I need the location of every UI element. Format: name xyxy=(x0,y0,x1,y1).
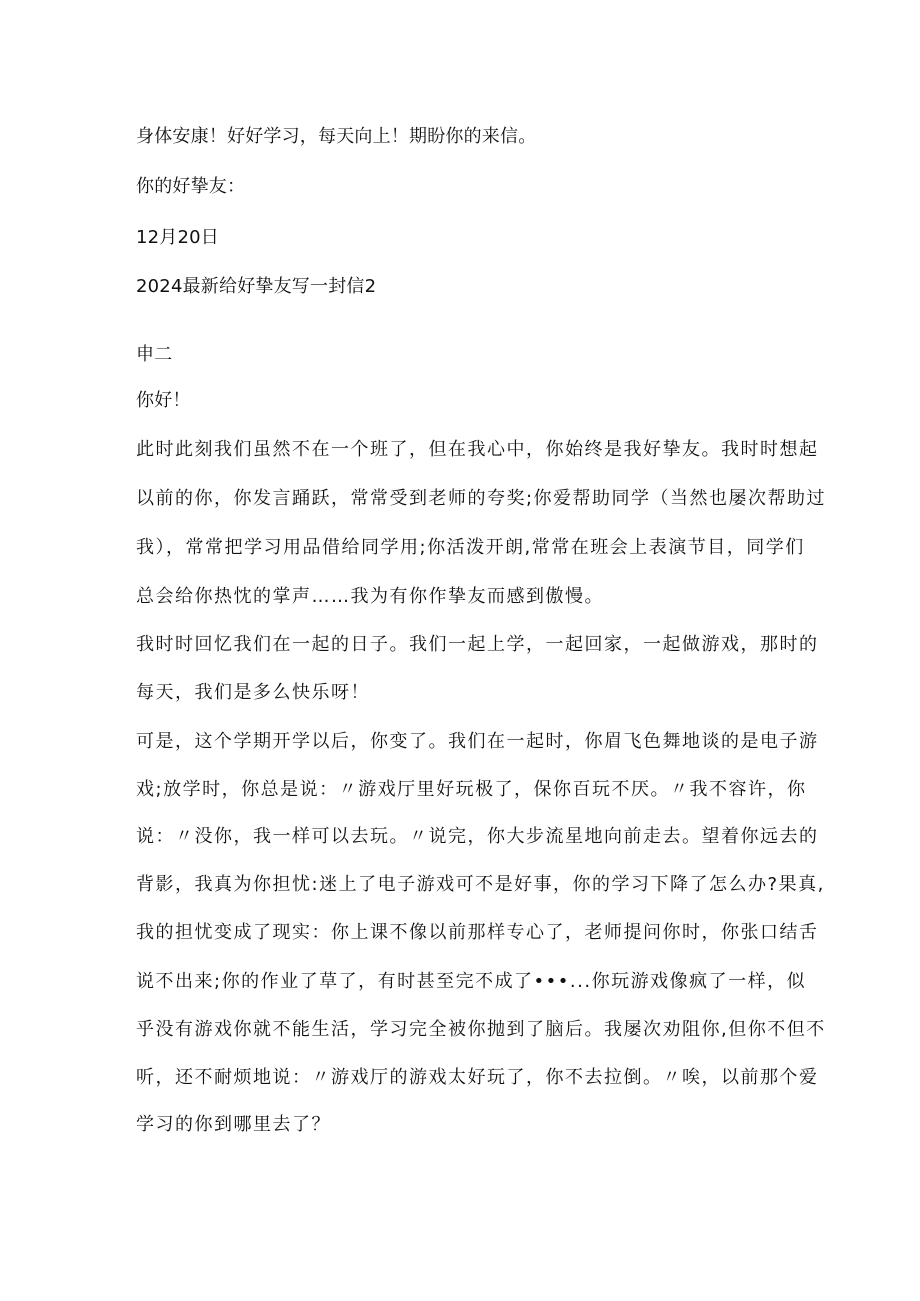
paragraph-line: 说：〃没你，我一样可以去玩。〃说完，你大步流星地向前走去。望着你远去的 xyxy=(136,826,819,847)
paragraph-line: 背影，我真为你担忧:迷上了电子游戏可不是好事，你的学习下降了怎么办?果真, xyxy=(136,874,825,895)
paragraph-line: 戏;放学时，你总是说：〃游戏厅里好玩极了，保你百玩不厌。〃我不容许，你 xyxy=(136,779,807,800)
paragraph-line: 说不出来;你的作业了草了，有时甚至完不成了•••...你玩游戏像疯了一样，似 xyxy=(136,971,807,992)
paragraph-line: 此时此刻我们虽然不在一个班了，但在我心中，你始终是我好挚友。我时时想起 xyxy=(136,439,819,460)
paragraph-line: 每天，我们是多么快乐呀！ xyxy=(136,682,370,703)
paragraph-line: 乎没有游戏你就不能生活，学习完全被你抛到了脑后。我屡次劝阻你,但你不但不 xyxy=(136,1019,826,1040)
paragraph-line: 我），常常把学习用品借给同学用;你活泼开朗,常常在班会上表演节目，同学们 xyxy=(136,537,805,558)
paragraph-line: 我的担忧变成了现实：你上课不像以前那样专心了，老师提问你时，你张口结舌 xyxy=(136,922,819,943)
signoff: 你的好挚友： xyxy=(136,176,246,197)
paragraph-line: 学习的你到哪里去了？ xyxy=(136,1114,331,1135)
recipient-name: 申二 xyxy=(136,344,173,365)
greeting: 你好！ xyxy=(136,390,191,411)
paragraph-line: 可是，这个学期开学以后，你变了。我们在一起时，你眉飞色舞地谈的是电子游 xyxy=(136,731,819,752)
paragraph-line: 总会给你热忱的掌声……我为有你作挚友而感到傲慢。 xyxy=(136,586,604,607)
closing-wish: 身体安康！好好学习，每天向上！期盼你的来信。 xyxy=(136,126,537,147)
letter-heading: 2024最新给好挚友写一封信2 xyxy=(136,276,377,297)
paragraph-line: 以前的你，你发言踊跃，常常受到老师的夸奖;你爱帮助同学（当然也屡次帮助过 xyxy=(136,488,827,509)
letter-date: 12月20日 xyxy=(136,227,220,248)
paragraph-line: 我时时回忆我们在一起的日子。我们一起上学，一起回家，一起做游戏，那时的 xyxy=(136,634,819,655)
paragraph-line: 听，还不耐烦地说：〃游戏厅的游戏太好玩了，你不去拉倒。〃唉，以前那个爱 xyxy=(136,1067,819,1088)
